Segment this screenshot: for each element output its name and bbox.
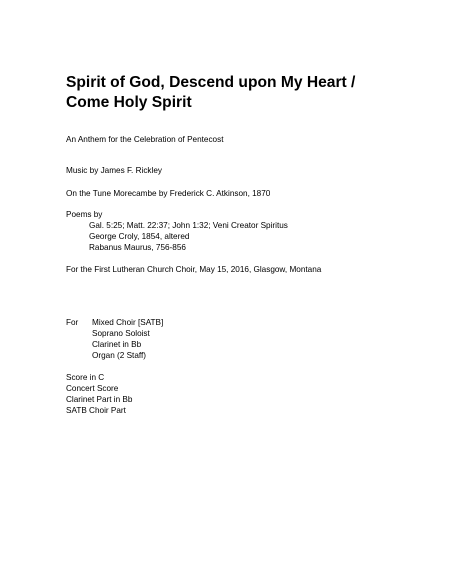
part-item: SATB Choir Part <box>66 406 126 415</box>
title-line-1: Spirit of God, Descend upon My Heart / <box>66 74 356 91</box>
instrumentation-item: Soprano Soloist <box>92 329 150 338</box>
part-item: Concert Score <box>66 384 119 393</box>
music-credit: Music by James F. Rickley <box>66 166 162 175</box>
poem-source: Gal. 5:25; Matt. 22:37; John 1:32; Veni Creator Spiritus <box>89 221 288 230</box>
poems-label: Poems by <box>66 210 103 219</box>
document-title <box>66 73 406 113</box>
tune-credit: On the Tune Morecambe by Frederick C. Atkinson, 1870 <box>66 189 271 198</box>
part-item: Clarinet Part in Bb <box>66 395 133 404</box>
instrumentation-item: Clarinet in Bb <box>92 340 142 349</box>
poem-source: Rabanus Maurus, 756-856 <box>89 243 186 252</box>
instrumentation-item: Organ (2 Staff) <box>92 351 147 360</box>
subtitle: An Anthem for the Celebration of Pentecost <box>66 135 224 144</box>
dedication: For the First Lutheran Church Choir, May 15, 2016, Glasgow, Montana <box>66 265 322 274</box>
poem-source: George Croly, 1854, altered <box>89 232 190 241</box>
title-line-2: Come Holy Spirit <box>66 94 192 111</box>
for-label: For <box>66 318 79 327</box>
instrumentation-item: Mixed Choir [SATB] <box>92 318 164 327</box>
part-item: Score in C <box>66 373 105 382</box>
